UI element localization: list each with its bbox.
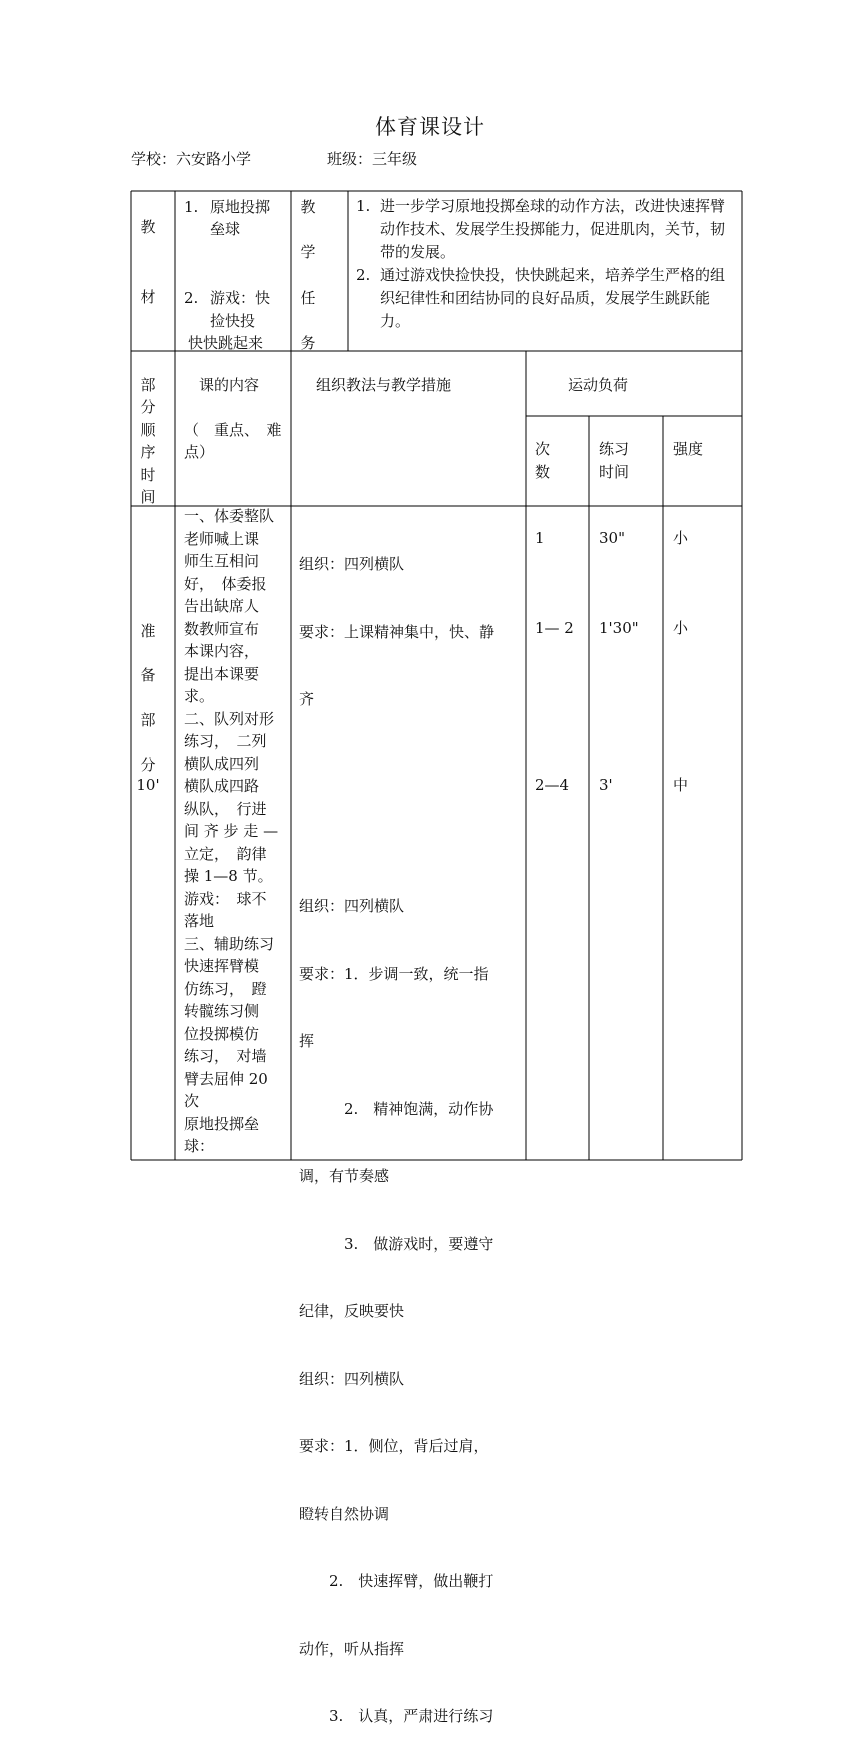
content-line: 一、体委整队 [184, 507, 275, 525]
tasks-label-char: 学 [300, 243, 316, 261]
load-header: 运动负荷 [568, 376, 629, 394]
method-line [299, 823, 525, 850]
content-line: 横队成四列 [184, 754, 260, 773]
task-number: 2. [356, 266, 371, 284]
duration-header: 时间 [599, 463, 630, 481]
school-label: 学校：六安路小学 [131, 150, 252, 168]
content-line: 告出缺席人 [184, 597, 260, 615]
method-line: 2. 精神饱满，动作协 [299, 1099, 494, 1118]
content-line: 三、辅助练习 [184, 934, 275, 953]
load-duration: 3' [599, 776, 613, 794]
content-line: 原地投掷垒 [184, 1114, 260, 1133]
load-intensity: 中 [673, 776, 689, 794]
material-item1-num: 1. [184, 198, 199, 216]
method-line: 组织：四列横队 [299, 1369, 405, 1388]
prep-label-char: 部 [140, 711, 156, 729]
load-duration: 30" [599, 529, 625, 547]
task-item [356, 264, 737, 333]
method-header: 组织教法与教学措施 [316, 376, 452, 394]
duration-header: 练习 [599, 440, 630, 458]
class-label: 班级：三年级 [327, 150, 418, 168]
material-item2-line: 游戏：快 [210, 289, 271, 307]
tasks-label-char: 教 [300, 198, 316, 216]
content-line: 球： [184, 1137, 215, 1155]
method-line: 瞪转自然协调 [299, 1504, 390, 1523]
content-line: 数教师宣布 [184, 619, 260, 638]
method-line: 动作，听从指挥 [299, 1639, 405, 1658]
content-line: 臂去屈伸 20 [184, 1069, 268, 1088]
method-line: 组织：四列横队 [299, 555, 405, 573]
prep-duration: 10' [136, 776, 160, 794]
method-line: 组织：四列横队 [299, 897, 405, 915]
load-intensity: 小 [673, 619, 689, 637]
prep-label-char: 分 [140, 756, 156, 774]
method-line: 要求：1．侧位，背后过肩， [299, 1437, 489, 1455]
content-line: 落地 [184, 912, 215, 930]
part-header-char: 分 [140, 398, 156, 416]
task-text: 进一步学习原地投掷垒球的动作方法，改进快速挥臂动作技术、发展学生投掷能力，促进肌肉，关节，韧带的发展。 [380, 197, 726, 261]
part-header-char: 间 [140, 488, 156, 506]
material-item2-line: 捡快投 [210, 312, 256, 330]
prep-method [299, 508, 525, 1750]
prep-label-char: 准 [140, 622, 156, 640]
part-header-char: 部 [140, 376, 156, 394]
content-line: 师生互相问 [184, 552, 260, 570]
content-line: 练习， 二列 [184, 732, 267, 750]
material-item2-num: 2. [184, 289, 199, 307]
load-times: 1— 2 [535, 619, 574, 637]
load-times: 2—4 [535, 776, 570, 794]
part-header-char: 顺 [140, 421, 156, 439]
content-subheader: （ 重点、 难 [184, 421, 282, 439]
content-line: 二、队列对形 [184, 709, 275, 728]
content-line: 转髋练习侧 [184, 1002, 260, 1020]
method-line [299, 756, 525, 779]
times-header: 次 [535, 440, 551, 458]
method-line: 纪律，反映要快 [299, 1302, 405, 1320]
content-line: 操 1—8 节。 [184, 867, 273, 885]
content-line: 本课内容， [184, 642, 260, 660]
content-line: 立定， 韵律 [184, 844, 267, 863]
content-line: 老师喊上课 [184, 529, 260, 548]
load-times: 1 [535, 529, 545, 547]
method-line: 齐 [299, 690, 315, 708]
tasks-list [356, 195, 737, 333]
load-intensity: 小 [673, 529, 689, 547]
content-subheader: 点） [184, 443, 215, 461]
content-line: 次 [184, 1092, 200, 1110]
material-label-char: 教 [140, 218, 156, 236]
method-line: 挥 [299, 1032, 315, 1050]
prep-label-char: 备 [140, 666, 156, 684]
task-number: 1. [356, 197, 371, 215]
content-header: 课的内容 [199, 376, 260, 394]
content-line: 横队成四路 [184, 777, 260, 795]
material-label-char: 材 [140, 288, 156, 306]
method-line: 要求：上课精神集中，快、静 [299, 622, 495, 641]
content-line: 纵队， 行进 [184, 799, 267, 818]
content-line: 求。 [184, 687, 215, 705]
content-line: 间 齐 步 走 — [184, 822, 279, 840]
content-line: 练习， 对墙 [184, 1047, 267, 1065]
intensity-header: 强度 [673, 440, 704, 458]
material-item1-line: 原地投掷 [210, 198, 271, 216]
tasks-label-char: 务 [300, 334, 316, 352]
times-header: 数 [535, 463, 551, 481]
content-line: 提出本课要 [184, 664, 260, 683]
part-header-char: 时 [140, 466, 156, 484]
task-item [356, 195, 737, 264]
content-line: 快速挥臂模 [184, 957, 260, 975]
material-item2-line: 快快跳起来 [188, 334, 264, 352]
material-item1-line: 垒球 [210, 220, 241, 238]
content-line: 位投掷模仿 [184, 1024, 260, 1043]
method-line: 要求：1．步调一致，统一指 [299, 964, 489, 983]
part-header-char: 序 [140, 443, 156, 461]
content-line: 好， 体委报 [184, 574, 267, 593]
task-text: 通过游戏快捡快投，快快跳起来，培养学生严格的组织纪律性和团结协同的良好品质，发展学生跳跃能力。 [380, 266, 726, 330]
method-line: 3. 认真，严肃进行练习 [299, 1707, 494, 1725]
load-duration: 1'30" [599, 619, 639, 637]
page-title: 体育课设计 [375, 115, 485, 139]
tasks-label-char: 任 [300, 289, 316, 307]
method-line: 3. 做游戏时，要遵守 [299, 1234, 494, 1253]
method-line: 2. 快速挥臂，做出鞭打 [299, 1572, 494, 1590]
prep-content [184, 505, 288, 1158]
method-line: 调，有节奏感 [299, 1167, 390, 1185]
content-line: 游戏： 球不 [184, 889, 267, 908]
content-line: 仿练习， 蹬 [184, 979, 267, 998]
